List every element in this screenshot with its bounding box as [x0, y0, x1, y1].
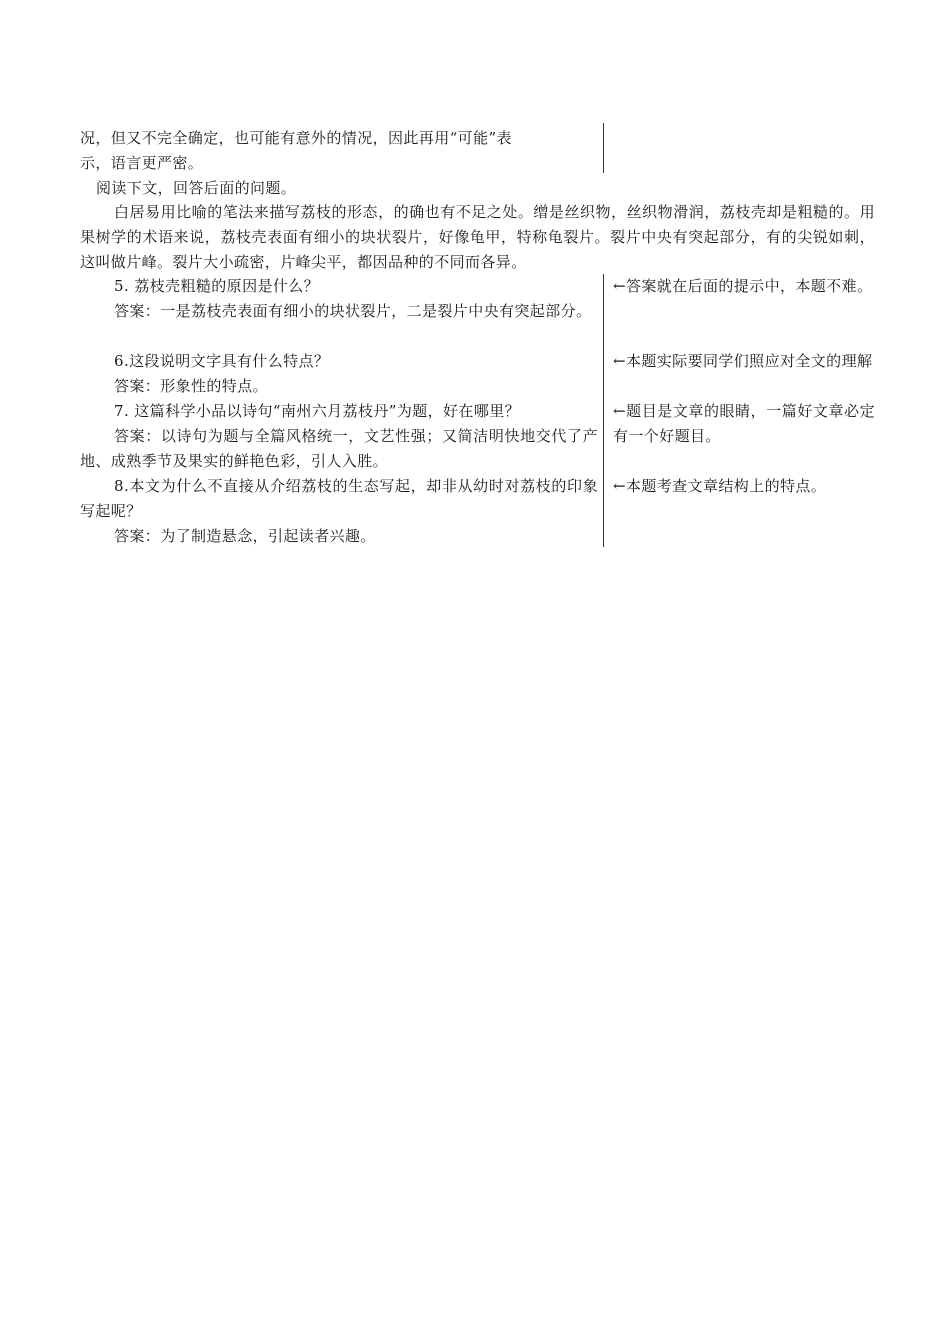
- question-6: 6.这段说明文字具有什么特点？: [114, 352, 330, 370]
- answer-8: 答案：为了制造悬念，引起读者兴趣。: [114, 527, 376, 545]
- answer-6: 答案：形象性的特点。: [114, 377, 269, 395]
- intro-line-2: 示，语言更严密。: [80, 154, 204, 172]
- question-5: 5. 荔枝壳粗糙的原因是什么？: [114, 277, 320, 295]
- reading-passage: 白居易用比喻的笔法来描写荔枝的形态，的确也有不足之处。缯是丝织物，丝织物滑润，荔枝壳却是粗糙的。用果树学的术语来说，荔枝壳表面有细小的块状裂片，好像龟甲，特称龟裂片。裂片中央有突起部分，有的尖锐如刺，这叫做片峰。裂片大小疏密，片峰尖平，都因品种的不同而各异。: [80, 203, 875, 271]
- intro-line-1: 况，但又不完全确定，也可能有意外的情况，因此再用“可能”表: [80, 129, 512, 147]
- answer-7: 答案：以诗句为题与全篇风格统一，文艺性强；又简洁明快地交代了产地、成熟季节及果实的鲜艳色彩，引人入胜。: [80, 427, 598, 470]
- answer-5: 答案：一是荔枝壳表面有细小的块状裂片，二是裂片中央有突起部分。: [114, 302, 592, 320]
- note-8: ←本题考查文章结构上的特点。: [613, 477, 827, 495]
- note-7: ←题目是文章的眼睛，一篇好文章必定有一个好题目。: [613, 402, 875, 445]
- note-6: ←本题实际要同学们照应对全文的理解: [613, 352, 873, 370]
- question-8: 8.本文为什么不直接从介绍荔枝的生态写起，却非从幼时对荔枝的印象写起呢？: [80, 477, 598, 520]
- question-7: 7. 这篇科学小品以诗句“南州六月荔枝丹”为题，好在哪里？: [114, 402, 521, 420]
- column-divider-bottom: [603, 274, 604, 547]
- column-divider-top: [603, 123, 604, 173]
- note-5: ←答案就在后面的提示中，本题不难。: [613, 277, 873, 295]
- reading-instruction: 阅读下文，回答后面的问题。: [96, 179, 297, 197]
